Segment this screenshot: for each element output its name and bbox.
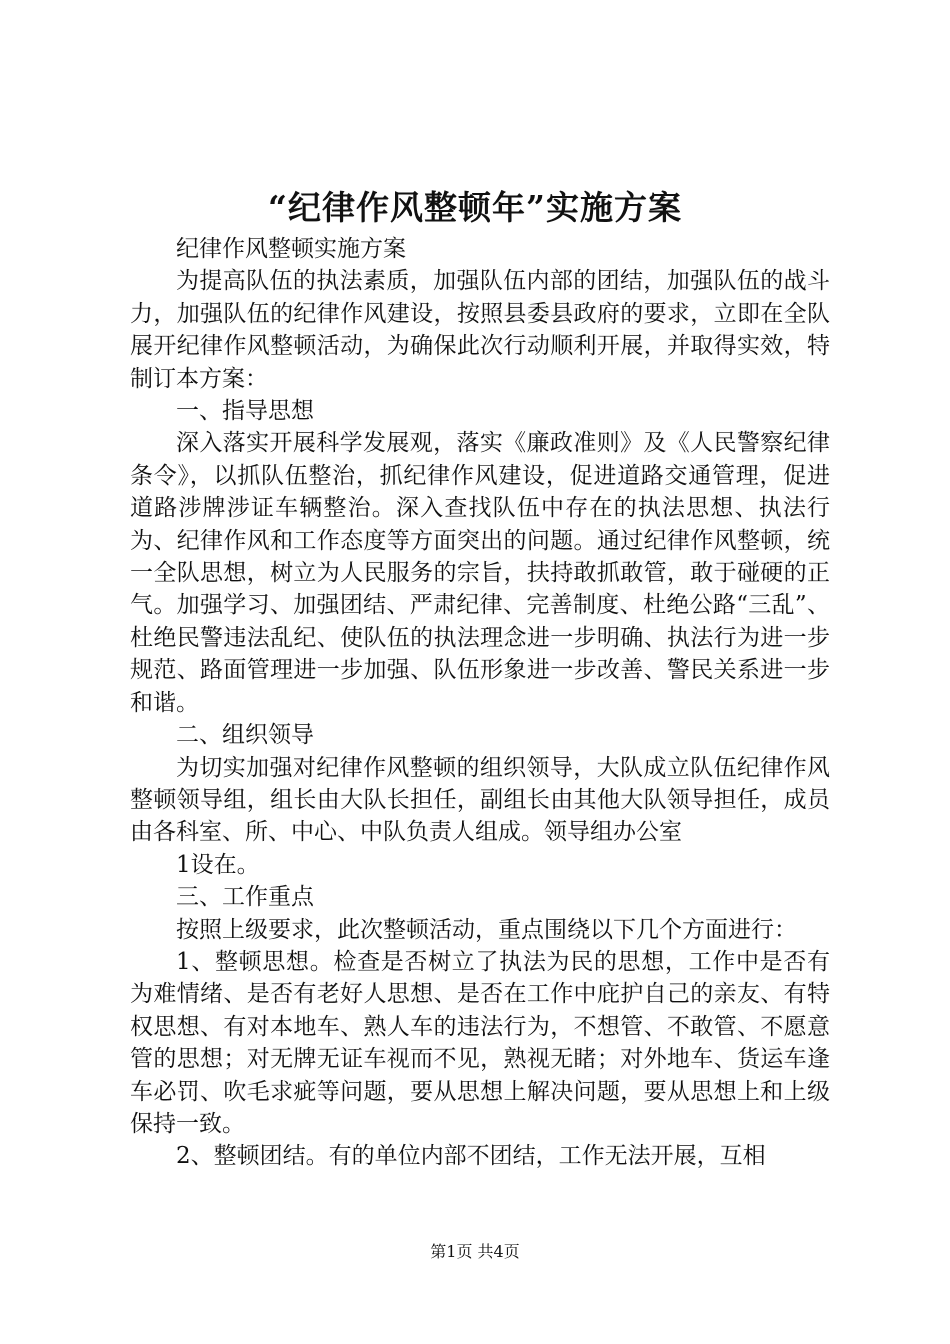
document-title: “纪律作风整顿年”实施方案: [268, 188, 682, 227]
paragraph-rectify-unity: 2、整顿团结。有的单位内部不团结，工作无法开展，互相: [176, 1143, 766, 1170]
document-body: [130, 233, 830, 1173]
paragraph-organization: 为切实加强对纪律作风整顿的组织领导，大队成立队伍纪律作风整顿领导组，组长由大队长担任，副组长由其他大队领导担任，成员由各科室、所、中心、中队负责人组成。领导组办公室: [130, 754, 830, 846]
paragraph-guiding-thought: 深入落实开展科学发展观，落实《廉政准则》及《人民警察纪律条令》，以抓队伍整治，抓纪律作风建设，促进道路交通管理，促进道路涉牌涉证车辆整治。深入查找队伍中存在的执法思想、执法行为、纪律作风和工作态度等方面突出的问题。通过纪律作风整顿，统一全队思想，树立为人民服务的宗旨，扶持敢抓敢管，敢于碰硬的正气。加强学习、加强团结、严肃纪律、完善制度、杜绝公路“三乱”、杜绝民警违法乱纪、使队伍的执法理念进一步明确、执法行为进一步规范、路面管理进一步加强、队伍形象进一步改善、警民关系进一步和谐。: [130, 430, 830, 716]
heading-guiding-thought: 一、指导思想: [176, 398, 314, 425]
page-footer: 第1页 共4页: [430, 1242, 520, 1261]
paragraph-office-location: 1设在。: [176, 851, 260, 878]
paragraph-rectify-thinking: 1、整顿思想。检查是否树立了执法为民的思想，工作中是否有为难情绪、是否有老好人思想、是否在工作中庇护自己的亲友、有特权思想、有对本地车、熟人车的违法行为，不想管、不敢管、不愿意管的思想；对无牌无证车视而不见，熟视无睹；对外地车、货运车逢车必罚、吹毛求疵等问题，要从思想上解决问题，要从思想上和上级保持一致。: [130, 948, 830, 1137]
paragraph-intro: 为提高队伍的执法素质，加强队伍内部的团结，加强队伍的战斗力，加强队伍的纪律作风建设，按照县委县政府的要求，立即在全队展开纪律作风整顿活动，为确保此次行动顺利开展，并取得实效，特制订本方案：: [130, 268, 830, 392]
heading-organization: 二、组织领导: [176, 722, 314, 749]
paragraph-subtitle: 纪律作风整顿实施方案: [176, 236, 406, 262]
heading-work-focus: 三、工作重点: [176, 884, 314, 911]
paragraph-work-focus-intro: 按照上级要求，此次整顿活动，重点围绕以下几个方面进行：: [176, 916, 797, 943]
